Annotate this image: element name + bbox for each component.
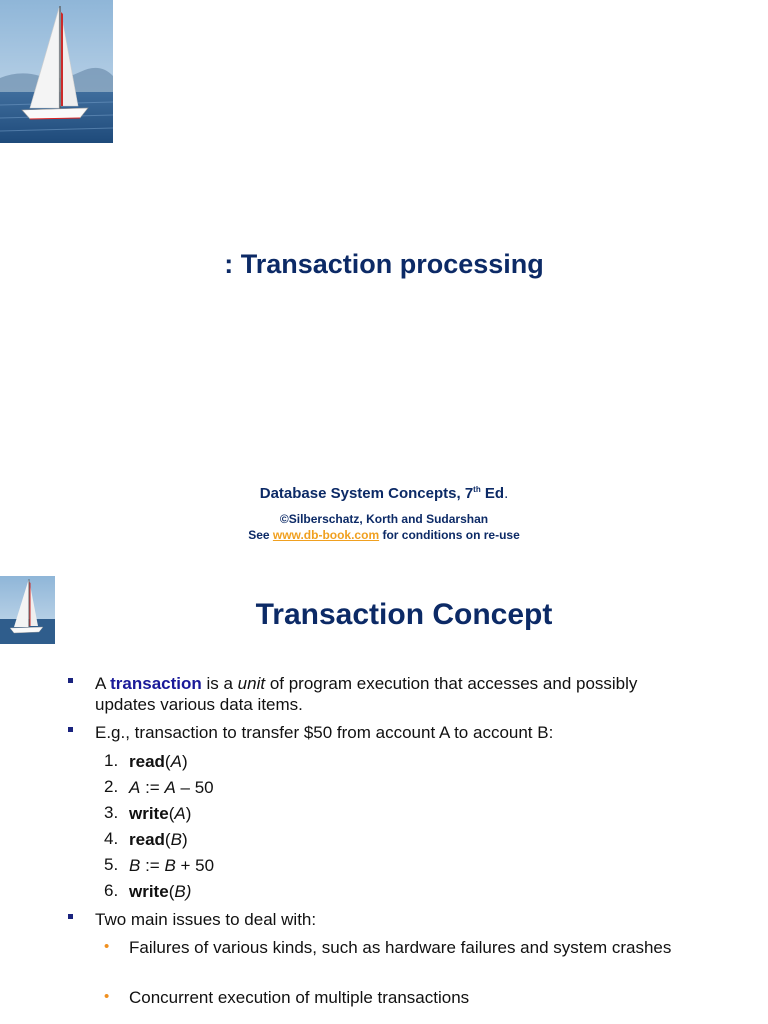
keyword-transaction: transaction <box>110 674 202 693</box>
book-edition-superscript: th <box>473 485 481 494</box>
step-assign: := <box>140 856 165 875</box>
slide-title: Transaction Concept <box>255 598 553 631</box>
bullet-text <box>95 673 695 715</box>
bullet-text: Two main issues to deal with: <box>95 910 317 929</box>
step-variable: B <box>129 856 141 875</box>
step-argument: A <box>174 804 186 823</box>
reuse-prefix: See <box>248 528 273 542</box>
bullet-text: E.g., transaction to transfer $50 from account A to account B: <box>95 723 554 742</box>
step-variable: A <box>129 778 141 797</box>
square-bullet-icon <box>68 914 73 919</box>
copyright-line: ©Silberschatz, Korth and Sudarshan <box>279 512 489 526</box>
book-title-text: Database System Concepts, 7 <box>259 485 474 502</box>
step-argument: B) <box>174 882 192 901</box>
step-number: 6. <box>104 881 119 900</box>
italic-unit: unit <box>237 674 266 693</box>
db-book-link[interactable]: www.db-book.com <box>272 528 380 542</box>
step-argument: B <box>170 830 182 849</box>
sailboat-logo-image <box>0 0 113 143</box>
step-operation: read <box>129 752 165 771</box>
transaction-concept-slide <box>0 566 768 1024</box>
bullet-text-part: A <box>95 674 111 693</box>
step-number: 5. <box>104 855 119 874</box>
sub-bullet-text: Failures of various kinds, such as hardware failures and system crashes <box>129 938 672 957</box>
step-argument: A <box>170 752 182 771</box>
step-number: 1. <box>104 751 119 770</box>
step-text <box>129 855 689 876</box>
square-bullet-icon <box>68 678 73 683</box>
reuse-notice <box>0 528 768 542</box>
step-number: 2. <box>104 777 119 796</box>
book-title-suffix: Ed <box>480 485 505 502</box>
presentation-title: : Transaction processing <box>224 249 544 279</box>
step-operation: write <box>129 804 169 823</box>
step-operation: write <box>129 882 169 901</box>
sub-bullet-text: Concurrent execution of multiple transactions <box>129 988 470 1007</box>
slide-content <box>0 566 768 1024</box>
book-title <box>0 485 768 502</box>
square-bullet-icon <box>68 727 73 732</box>
step-variable: B <box>164 856 176 875</box>
book-title-dot: . <box>504 485 509 502</box>
step-variable: A <box>164 778 176 797</box>
dot-bullet-icon: • <box>104 988 110 1005</box>
step-text: write(B) <box>129 882 192 901</box>
bullet-text-part: of program execution that accesses and possibly updates various data items. <box>95 674 638 714</box>
step-text <box>129 777 689 798</box>
step-text: read(B) <box>129 830 188 849</box>
step-text: read(A) <box>129 752 188 771</box>
dot-bullet-icon: • <box>104 938 110 955</box>
step-number: 3. <box>104 803 119 822</box>
reuse-suffix: for conditions on re-use <box>379 528 520 542</box>
step-text: write(A) <box>129 804 192 823</box>
step-number: 4. <box>104 829 119 848</box>
step-expression: + 50 <box>175 856 215 875</box>
step-operation: read <box>129 830 165 849</box>
bullet-text-part: is a <box>201 674 238 693</box>
step-assign: := <box>140 778 165 797</box>
step-expression: – 50 <box>175 778 214 797</box>
